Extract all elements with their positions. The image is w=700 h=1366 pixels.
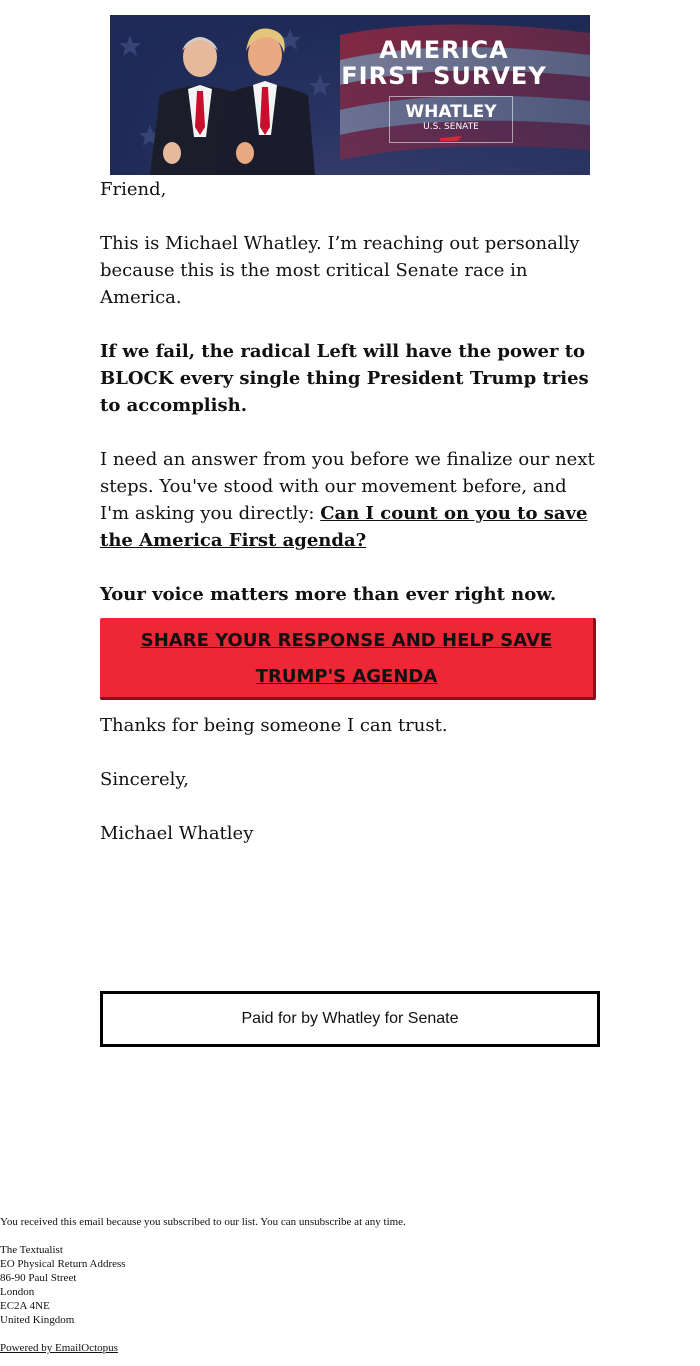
greeting: Friend, [100, 179, 167, 200]
address-line: 86-90 Paul Street [0, 1272, 77, 1284]
paid-for-disclaimer: Paid for by Whatley for Senate [100, 991, 600, 1047]
agenda-survey-link[interactable]: Can I count on you to save the America First agenda? [100, 503, 588, 551]
banner-title [314, 37, 574, 89]
closing: Sincerely, [100, 769, 189, 790]
whatley-logo-name: WHATLEY [405, 102, 497, 122]
ask-paragraph [100, 446, 600, 554]
warning-paragraph: If we fail, the radical Left will have the power to BLOCK every single thing President Trump tries to accomplish. [100, 341, 589, 416]
address-line: The Textualist [0, 1244, 63, 1256]
address-line: EO Physical Return Address [0, 1258, 126, 1270]
cta-label-line1: SHARE YOUR RESPONSE AND HELP SAVE [140, 630, 553, 651]
subscription-notice: You received this email because you subscribed to our list. You can unsubscribe at any time. [0, 1216, 406, 1228]
share-response-button[interactable] [100, 618, 596, 700]
cta-label-line2: TRUMP'S AGENDA [255, 666, 438, 687]
whatley-logo-subtitle: U.S. SENATE [423, 122, 479, 132]
email-body [100, 176, 600, 874]
email-footer [0, 1215, 700, 1355]
voice-matters-heading: Your voice matters more than ever right now. [100, 584, 557, 605]
signature: Michael Whatley [100, 823, 254, 844]
intro-paragraph: This is Michael Whatley. I’m reaching out personally because this is the most critical Senate race in America. [100, 233, 580, 308]
address-line: United Kingdom [0, 1314, 75, 1326]
powered-by-emailoctopus-link[interactable]: Powered by EmailOctopus [0, 1342, 118, 1354]
north-carolina-icon [440, 136, 462, 141]
address-line: London [0, 1286, 35, 1298]
banner-title-line1: AMERICA [379, 36, 509, 64]
header-banner-image [110, 15, 590, 175]
ask-paragraph-text: I need an answer from you before we finalize our next steps. You've stood with our movement before, and I'm asking you directly: [100, 449, 595, 524]
banner-title-line2: FIRST SURVEY [341, 62, 547, 90]
address-line: EC2A 4NE [0, 1300, 50, 1312]
whatley-logo [389, 96, 513, 143]
thanks-paragraph: Thanks for being someone I can trust. [100, 715, 448, 736]
